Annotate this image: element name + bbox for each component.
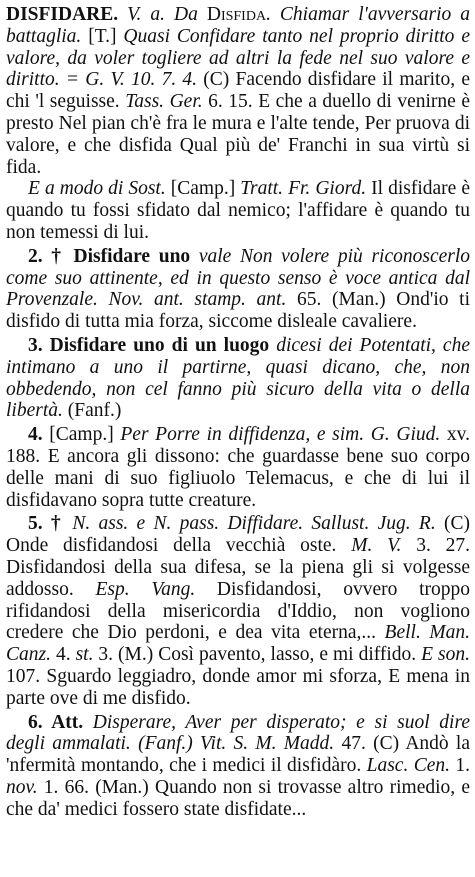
entry-substantive-sense: E a modo di Sost. [Camp.] Tratt. Fr. Giord. Il disfidare è quando tu fossi sfidato dal nemico; l'affidare è quando tu non temessi di lui. — [6, 178, 470, 243]
citation: Esp. Vang. — [95, 578, 196, 600]
source-tag: [T.] — [88, 25, 117, 47]
sense-heading: 6. Att. — [28, 711, 84, 733]
citation: Bell. Man. Canz. — [6, 622, 470, 666]
cross-reference: Disfida — [206, 4, 267, 25]
citation: E son. — [421, 644, 471, 666]
sense-heading: 3. Disfidare uno di un luogo — [28, 334, 270, 356]
source-tag: [Camp.] — [165, 178, 241, 200]
sense-3: 3. Disfidare uno di un luogo dicesi dei Potentati, che intimano a uno il partirne, quasi dicano, che, non obbedendo, non cel fanno più sicuro della vita o della libertà. (Fanf.) — [6, 334, 470, 422]
sense-4: 4. [Camp.] Per Porre in diffidenza, e sim. G. Giud. xv. 188. E ancora gli dissono: che guardasse bene suo corpo delle mani di suo figliuolo Telemacus, e che di lui il disfidavano sopra tutte creature. — [6, 424, 471, 511]
citation: Lasc. Cen. — [366, 755, 450, 777]
sense-heading: 4. — [28, 424, 43, 446]
citation: Tass. Ger. — [125, 91, 203, 113]
citation: Tratt. Fr. Giord. — [240, 178, 367, 200]
sense-2: 2. † Disfidare uno vale Non volere più riconoscerlo come suo attinente, ed in questo senso è voce antica dal Provenzale. Nov. ant. stamp. ant. 65. (Man.) Ond'io ti disfido di tutta mia forza, siccome disleale cavaliere. — [6, 245, 471, 333]
headword: DISFIDARE. — [6, 4, 119, 25]
source-tag: [Camp.] — [42, 424, 121, 446]
entry-main: DISFIDARE. V. a. Da Disfida. Chiamar l'avversario a battaglia. [T.] Quasi Confidare tanto nel proprio diritto e valore, da voler togliere ad altri la fede nel suo valore e diritto. = G. V. 10. 7. 4. (C) Facendo disfidare il marito, e chi 'l seguisse. Tass. Ger. 6. 15. E che a duello di venirne è presto Nel pian ch'è fra le mura e l'alte tende, Per pruova di valore, e che disfida Qual più de' Franchi in sua virtù si fida. — [6, 4, 470, 178]
sense-5: 5. † N. ass. e N. pass. Diffidare. Sallust. Jug. R. (C) Onde disfidandosi della vecchià oste. M. V. 3. 27. Disfidandosi della sua difesa, se la piena gli si volgesse addosso. Esp. Vang. Disfidandosi, ovvero troppo rifidandosi della misericordia d'Iddio, non vogliono credere che Dio perdoni, e dea vita eterna,... Bell. Man. Canz. 4. st. 3. (M.) Così pavento, lasso, e mi diffido. E son. 107. Sguardo leggiadro, donde amor mi sforza, E mena in parte ove di me disfido. — [6, 513, 471, 709]
sense-heading: 5. † — [28, 513, 65, 535]
sense-6: 6. Att. Disperare, Aver per disperato; e si suol dire degli ammalati. (Fanf.) Vit. S. M. Madd. 47. (C) Andò la 'nfermità montando, che i medici il disfidàro. Lasc. Cen. 1. nov. 1. 66. (Man.) Quando non si trovasse altro rimedio, e che da' medici fossero state disfidate... — [6, 711, 470, 820]
citation: M. V. — [351, 535, 402, 557]
sense-heading: 2. † Disfidare uno — [28, 245, 191, 267]
